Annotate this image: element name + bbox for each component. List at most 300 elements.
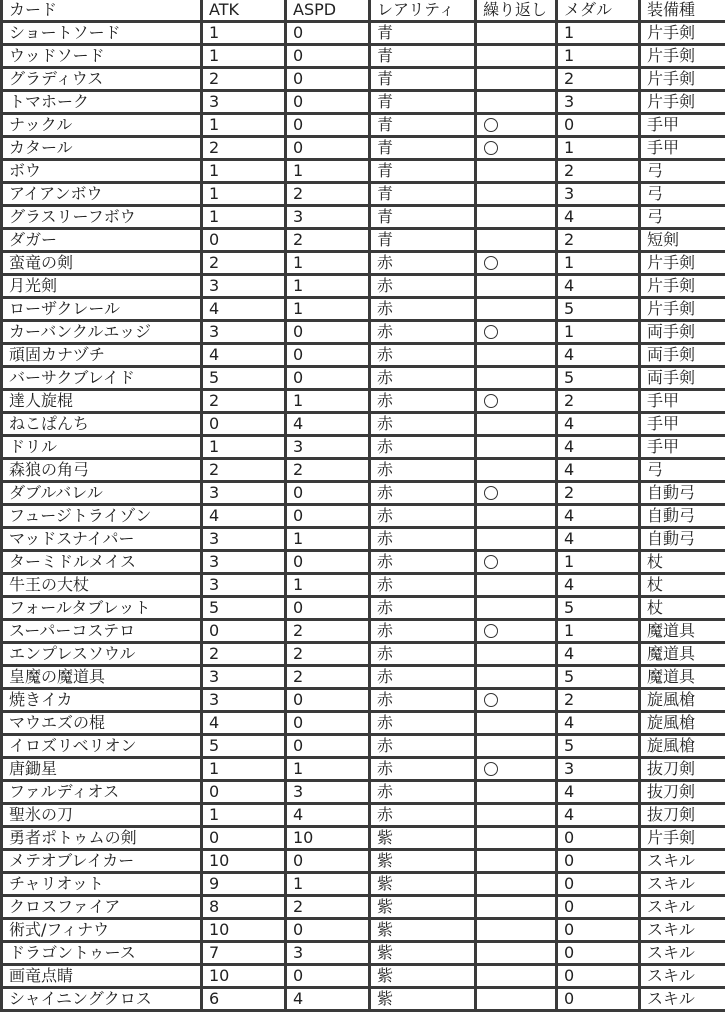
- medal-cell: 2: [557, 68, 640, 91]
- equip-type-cell: 弓: [640, 459, 725, 482]
- rarity-cell: 赤: [370, 505, 476, 528]
- medal-cell: 5: [557, 298, 640, 321]
- rarity-cell: 青: [370, 160, 476, 183]
- atk-cell: 8: [202, 896, 286, 919]
- equip-type-cell: 手甲: [640, 114, 725, 137]
- aspd-cell: 0: [286, 712, 370, 735]
- medal-cell: 4: [557, 574, 640, 597]
- table-row: [2, 160, 725, 183]
- table-row: [2, 689, 725, 712]
- table-row: [2, 275, 725, 298]
- repeat-cell: [476, 344, 557, 367]
- rarity-cell: 赤: [370, 735, 476, 758]
- medal-cell: 1: [557, 137, 640, 160]
- repeat-circle-icon: [484, 141, 498, 155]
- atk-cell: 9: [202, 873, 286, 896]
- equip-type-cell: スキル: [640, 965, 725, 988]
- table-row: [2, 229, 725, 252]
- card-name-cell: 唐鋤星: [2, 758, 202, 781]
- atk-cell: 3: [202, 275, 286, 298]
- rarity-cell: 青: [370, 183, 476, 206]
- card-name-cell: 画竜点睛: [2, 965, 202, 988]
- table-row: [2, 712, 725, 735]
- table-row: [2, 965, 725, 988]
- table-body: [2, 22, 725, 1011]
- repeat-cell: [476, 689, 557, 712]
- medal-cell: 1: [557, 551, 640, 574]
- card-name-cell: エンプレスソウル: [2, 643, 202, 666]
- table-row: [2, 367, 725, 390]
- table-row: [2, 597, 725, 620]
- aspd-cell: 0: [286, 850, 370, 873]
- rarity-cell: 赤: [370, 620, 476, 643]
- atk-cell: 3: [202, 482, 286, 505]
- rarity-cell: 赤: [370, 390, 476, 413]
- rarity-cell: 青: [370, 229, 476, 252]
- card-name-cell: ドラゴントゥース: [2, 942, 202, 965]
- atk-cell: 1: [202, 45, 286, 68]
- table-row: [2, 827, 725, 850]
- aspd-cell: 0: [286, 137, 370, 160]
- aspd-cell: 2: [286, 229, 370, 252]
- aspd-cell: 3: [286, 436, 370, 459]
- aspd-cell: 0: [286, 321, 370, 344]
- card-name-cell: スーパーコステロ: [2, 620, 202, 643]
- repeat-cell: [476, 620, 557, 643]
- card-name-cell: カーバンクルエッジ: [2, 321, 202, 344]
- medal-cell: 0: [557, 114, 640, 137]
- table-row: [2, 482, 725, 505]
- aspd-cell: 3: [286, 206, 370, 229]
- atk-cell: 0: [202, 229, 286, 252]
- medal-cell: 0: [557, 896, 640, 919]
- table-row: [2, 206, 725, 229]
- aspd-cell: 0: [286, 965, 370, 988]
- table-row: [2, 804, 725, 827]
- repeat-cell: [476, 528, 557, 551]
- medal-cell: 4: [557, 528, 640, 551]
- medal-cell: 4: [557, 781, 640, 804]
- repeat-circle-icon: [484, 325, 498, 339]
- rarity-cell: 赤: [370, 252, 476, 275]
- rarity-cell: 青: [370, 91, 476, 114]
- table-row: [2, 988, 725, 1011]
- medal-cell: 0: [557, 850, 640, 873]
- header-equip-type: 装備種: [640, 0, 725, 22]
- aspd-cell: 2: [286, 643, 370, 666]
- repeat-circle-icon: [484, 762, 498, 776]
- medal-cell: 1: [557, 620, 640, 643]
- header-card: カード: [2, 0, 202, 22]
- atk-cell: 3: [202, 666, 286, 689]
- header-aspd: ASPD: [286, 0, 370, 22]
- equip-type-cell: スキル: [640, 896, 725, 919]
- header-repeat: 繰り返し: [476, 0, 557, 22]
- atk-cell: 6: [202, 988, 286, 1011]
- repeat-cell: [476, 551, 557, 574]
- aspd-cell: 3: [286, 781, 370, 804]
- card-name-cell: 牛王の大杖: [2, 574, 202, 597]
- card-name-cell: 頑固カナヅチ: [2, 344, 202, 367]
- card-name-cell: イロズリベリオン: [2, 735, 202, 758]
- repeat-cell: [476, 298, 557, 321]
- table-row: [2, 528, 725, 551]
- medal-cell: 0: [557, 919, 640, 942]
- equip-type-cell: 弓: [640, 206, 725, 229]
- aspd-cell: 0: [286, 367, 370, 390]
- equip-type-cell: 片手剣: [640, 22, 725, 45]
- card-name-cell: フュージトライゾン: [2, 505, 202, 528]
- atk-cell: 0: [202, 827, 286, 850]
- rarity-cell: 紫: [370, 965, 476, 988]
- equip-type-cell: 魔道具: [640, 643, 725, 666]
- rarity-cell: 赤: [370, 781, 476, 804]
- equip-type-cell: 手甲: [640, 137, 725, 160]
- card-name-cell: ダガー: [2, 229, 202, 252]
- table-row: [2, 344, 725, 367]
- atk-cell: 1: [202, 114, 286, 137]
- medal-cell: 4: [557, 275, 640, 298]
- medal-cell: 0: [557, 942, 640, 965]
- table-row: [2, 45, 725, 68]
- atk-cell: 0: [202, 620, 286, 643]
- medal-cell: 2: [557, 229, 640, 252]
- card-name-cell: 皇魔の魔道具: [2, 666, 202, 689]
- table-row: [2, 22, 725, 45]
- medal-cell: 4: [557, 436, 640, 459]
- repeat-cell: [476, 321, 557, 344]
- atk-cell: 10: [202, 919, 286, 942]
- card-name-cell: 蛮竜の剣: [2, 252, 202, 275]
- equip-type-cell: スキル: [640, 942, 725, 965]
- medal-cell: 1: [557, 22, 640, 45]
- repeat-cell: [476, 114, 557, 137]
- repeat-cell: [476, 206, 557, 229]
- atk-cell: 1: [202, 804, 286, 827]
- atk-cell: 3: [202, 91, 286, 114]
- aspd-cell: 0: [286, 45, 370, 68]
- card-name-cell: 焼きイカ: [2, 689, 202, 712]
- repeat-cell: [476, 229, 557, 252]
- equip-type-cell: スキル: [640, 919, 725, 942]
- repeat-cell: [476, 873, 557, 896]
- medal-cell: 0: [557, 827, 640, 850]
- table-row: [2, 183, 725, 206]
- aspd-cell: 0: [286, 22, 370, 45]
- repeat-cell: [476, 735, 557, 758]
- table-row: [2, 413, 725, 436]
- repeat-cell: [476, 413, 557, 436]
- aspd-cell: 4: [286, 988, 370, 1011]
- medal-cell: 3: [557, 183, 640, 206]
- card-name-cell: ダブルバレル: [2, 482, 202, 505]
- table-row: [2, 643, 725, 666]
- card-name-cell: ショートソード: [2, 22, 202, 45]
- table-row: [2, 390, 725, 413]
- atk-cell: 0: [202, 781, 286, 804]
- card-name-cell: チャリオット: [2, 873, 202, 896]
- aspd-cell: 1: [286, 528, 370, 551]
- repeat-cell: [476, 942, 557, 965]
- card-name-cell: ターミドルメイス: [2, 551, 202, 574]
- rarity-cell: 青: [370, 114, 476, 137]
- atk-cell: 2: [202, 643, 286, 666]
- table-row: [2, 298, 725, 321]
- medal-cell: 2: [557, 689, 640, 712]
- equip-type-cell: 自動弓: [640, 505, 725, 528]
- card-name-cell: ファルディオス: [2, 781, 202, 804]
- atk-cell: 1: [202, 183, 286, 206]
- medal-cell: 3: [557, 91, 640, 114]
- repeat-cell: [476, 505, 557, 528]
- rarity-cell: 赤: [370, 666, 476, 689]
- repeat-circle-icon: [484, 624, 498, 638]
- card-name-cell: ねこぱんち: [2, 413, 202, 436]
- repeat-cell: [476, 827, 557, 850]
- table-row: [2, 735, 725, 758]
- card-name-cell: ローザクレール: [2, 298, 202, 321]
- repeat-cell: [476, 597, 557, 620]
- equip-type-cell: 片手剣: [640, 252, 725, 275]
- aspd-cell: 2: [286, 666, 370, 689]
- medal-cell: 4: [557, 413, 640, 436]
- atk-cell: 4: [202, 712, 286, 735]
- equip-type-cell: 片手剣: [640, 827, 725, 850]
- atk-cell: 3: [202, 321, 286, 344]
- atk-cell: 4: [202, 505, 286, 528]
- card-name-cell: 勇者ポトゥムの剣: [2, 827, 202, 850]
- atk-cell: 4: [202, 298, 286, 321]
- aspd-cell: 0: [286, 689, 370, 712]
- equip-type-cell: 手甲: [640, 436, 725, 459]
- equip-type-cell: 杖: [640, 574, 725, 597]
- table-row: [2, 781, 725, 804]
- aspd-cell: 10: [286, 827, 370, 850]
- rarity-cell: 赤: [370, 275, 476, 298]
- rarity-cell: 赤: [370, 321, 476, 344]
- aspd-cell: 0: [286, 551, 370, 574]
- aspd-cell: 0: [286, 68, 370, 91]
- table-row: [2, 91, 725, 114]
- card-name-cell: ドリル: [2, 436, 202, 459]
- atk-cell: 3: [202, 689, 286, 712]
- repeat-cell: [476, 666, 557, 689]
- table-row: [2, 942, 725, 965]
- rarity-cell: 紫: [370, 827, 476, 850]
- aspd-cell: 2: [286, 896, 370, 919]
- rarity-cell: 赤: [370, 597, 476, 620]
- repeat-cell: [476, 758, 557, 781]
- card-name-cell: 術式/フィナウ: [2, 919, 202, 942]
- aspd-cell: 1: [286, 275, 370, 298]
- table-row: [2, 551, 725, 574]
- table-row: [2, 68, 725, 91]
- table-row: [2, 321, 725, 344]
- medal-cell: 4: [557, 505, 640, 528]
- equip-type-cell: 抜刀剣: [640, 781, 725, 804]
- equip-type-cell: 抜刀剣: [640, 804, 725, 827]
- atk-cell: 5: [202, 597, 286, 620]
- equip-type-cell: 杖: [640, 597, 725, 620]
- rarity-cell: 青: [370, 22, 476, 45]
- rarity-cell: 青: [370, 137, 476, 160]
- medal-cell: 1: [557, 45, 640, 68]
- equip-type-cell: 弓: [640, 160, 725, 183]
- equip-type-cell: スキル: [640, 850, 725, 873]
- card-name-cell: グラディウス: [2, 68, 202, 91]
- atk-cell: 1: [202, 436, 286, 459]
- table-row: [2, 137, 725, 160]
- repeat-cell: [476, 781, 557, 804]
- card-name-cell: マッドスナイパー: [2, 528, 202, 551]
- repeat-cell: [476, 988, 557, 1011]
- medal-cell: 0: [557, 873, 640, 896]
- aspd-cell: 1: [286, 758, 370, 781]
- rarity-cell: 紫: [370, 919, 476, 942]
- repeat-cell: [476, 482, 557, 505]
- aspd-cell: 1: [286, 873, 370, 896]
- header-row: [2, 0, 725, 22]
- card-name-cell: ボウ: [2, 160, 202, 183]
- repeat-cell: [476, 160, 557, 183]
- aspd-cell: 0: [286, 114, 370, 137]
- aspd-cell: 1: [286, 574, 370, 597]
- repeat-cell: [476, 22, 557, 45]
- medal-cell: 4: [557, 344, 640, 367]
- repeat-cell: [476, 275, 557, 298]
- equip-type-cell: 旋風槍: [640, 712, 725, 735]
- repeat-circle-icon: [484, 693, 498, 707]
- equip-type-cell: 魔道具: [640, 666, 725, 689]
- rarity-cell: 赤: [370, 459, 476, 482]
- card-name-cell: 聖氷の刀: [2, 804, 202, 827]
- card-name-cell: 達人旋棍: [2, 390, 202, 413]
- equip-type-cell: 旋風槍: [640, 735, 725, 758]
- table-row: [2, 919, 725, 942]
- card-name-cell: グラスリーフボウ: [2, 206, 202, 229]
- repeat-cell: [476, 367, 557, 390]
- repeat-cell: [476, 919, 557, 942]
- repeat-circle-icon: [484, 486, 498, 500]
- atk-cell: 3: [202, 574, 286, 597]
- repeat-cell: [476, 68, 557, 91]
- repeat-cell: [476, 712, 557, 735]
- table-row: [2, 252, 725, 275]
- medal-cell: 2: [557, 390, 640, 413]
- rarity-cell: 紫: [370, 873, 476, 896]
- table-row: [2, 505, 725, 528]
- table-row: [2, 436, 725, 459]
- rarity-cell: 紫: [370, 988, 476, 1011]
- card-name-cell: ナックル: [2, 114, 202, 137]
- equip-type-cell: 短剣: [640, 229, 725, 252]
- repeat-circle-icon: [484, 394, 498, 408]
- card-name-cell: バーサクブレイド: [2, 367, 202, 390]
- rarity-cell: 赤: [370, 689, 476, 712]
- repeat-circle-icon: [484, 118, 498, 132]
- aspd-cell: 0: [286, 344, 370, 367]
- equip-type-cell: 抜刀剣: [640, 758, 725, 781]
- card-name-cell: クロスファイア: [2, 896, 202, 919]
- rarity-cell: 赤: [370, 712, 476, 735]
- repeat-cell: [476, 896, 557, 919]
- aspd-cell: 0: [286, 919, 370, 942]
- repeat-circle-icon: [484, 555, 498, 569]
- repeat-cell: [476, 850, 557, 873]
- rarity-cell: 赤: [370, 298, 476, 321]
- medal-cell: 5: [557, 597, 640, 620]
- table-row: [2, 758, 725, 781]
- rarity-cell: 紫: [370, 896, 476, 919]
- medal-cell: 1: [557, 321, 640, 344]
- rarity-cell: 紫: [370, 850, 476, 873]
- header-rarity: レアリティ: [370, 0, 476, 22]
- rarity-cell: 赤: [370, 344, 476, 367]
- aspd-cell: 0: [286, 597, 370, 620]
- atk-cell: 1: [202, 160, 286, 183]
- rarity-cell: 赤: [370, 528, 476, 551]
- table-row: [2, 896, 725, 919]
- repeat-cell: [476, 459, 557, 482]
- repeat-cell: [476, 965, 557, 988]
- equip-type-cell: スキル: [640, 988, 725, 1011]
- card-name-cell: メテオブレイカー: [2, 850, 202, 873]
- rarity-cell: 赤: [370, 804, 476, 827]
- rarity-cell: 赤: [370, 436, 476, 459]
- card-name-cell: ウッドソード: [2, 45, 202, 68]
- card-name-cell: シャイニングクロス: [2, 988, 202, 1011]
- atk-cell: 10: [202, 850, 286, 873]
- medal-cell: 4: [557, 804, 640, 827]
- equip-type-cell: 自動弓: [640, 482, 725, 505]
- medal-cell: 5: [557, 735, 640, 758]
- aspd-cell: 4: [286, 804, 370, 827]
- equip-type-cell: 両手剣: [640, 367, 725, 390]
- repeat-cell: [476, 804, 557, 827]
- table-row: [2, 666, 725, 689]
- aspd-cell: 2: [286, 459, 370, 482]
- card-name-cell: フォールタブレット: [2, 597, 202, 620]
- aspd-cell: 0: [286, 505, 370, 528]
- equip-type-cell: 手甲: [640, 390, 725, 413]
- aspd-cell: 0: [286, 735, 370, 758]
- rarity-cell: 赤: [370, 367, 476, 390]
- atk-cell: 1: [202, 22, 286, 45]
- equip-type-cell: 片手剣: [640, 68, 725, 91]
- aspd-cell: 0: [286, 91, 370, 114]
- equip-type-cell: スキル: [640, 873, 725, 896]
- card-name-cell: カタール: [2, 137, 202, 160]
- repeat-cell: [476, 436, 557, 459]
- atk-cell: 5: [202, 367, 286, 390]
- atk-cell: 10: [202, 965, 286, 988]
- medal-cell: 4: [557, 643, 640, 666]
- atk-cell: 2: [202, 252, 286, 275]
- card-name-cell: アイアンボウ: [2, 183, 202, 206]
- aspd-cell: 4: [286, 413, 370, 436]
- medal-cell: 0: [557, 988, 640, 1011]
- aspd-cell: 1: [286, 160, 370, 183]
- card-name-cell: マウエズの棍: [2, 712, 202, 735]
- medal-cell: 1: [557, 252, 640, 275]
- medal-cell: 4: [557, 206, 640, 229]
- table-row: [2, 459, 725, 482]
- table-row: [2, 114, 725, 137]
- card-name-cell: 森狼の角弓: [2, 459, 202, 482]
- equip-type-cell: 手甲: [640, 413, 725, 436]
- aspd-cell: 1: [286, 298, 370, 321]
- aspd-cell: 2: [286, 183, 370, 206]
